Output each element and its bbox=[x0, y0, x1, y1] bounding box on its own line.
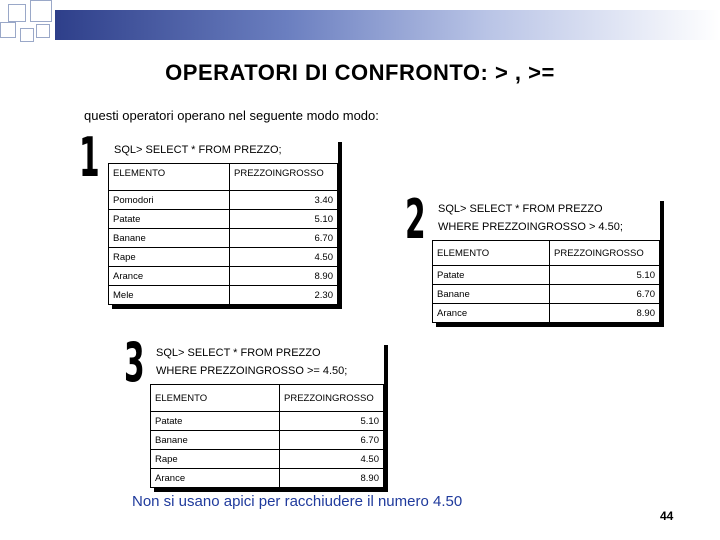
table-row: Banane 6.70 bbox=[109, 229, 338, 248]
sql-query-1: SQL> SELECT * FROM PREZZO; bbox=[114, 144, 282, 156]
column-header-prezzoingrosso: PREZZOINGROSSO bbox=[280, 385, 384, 412]
column-header-prezzoingrosso: PREZZOINGROSSO bbox=[550, 241, 660, 266]
table-row: Arance 8.90 bbox=[109, 267, 338, 286]
sql-query-box-2 bbox=[432, 197, 660, 241]
table-row: Rape 4.50 bbox=[109, 248, 338, 267]
example-number-2: 2 bbox=[405, 188, 426, 251]
table-header-row bbox=[151, 385, 384, 412]
result-table-3 bbox=[150, 384, 384, 488]
result-table-1 bbox=[108, 163, 338, 305]
table-row: Patate 5.10 bbox=[109, 210, 338, 229]
sql-query-2-line2: WHERE PREZZOINGROSSO > 4.50; bbox=[438, 221, 623, 233]
slide-subtitle: questi operatori operano nel seguente modo modo: bbox=[84, 108, 379, 123]
slide-title: OPERATORI DI CONFRONTO: > , >= bbox=[165, 60, 555, 85]
footnote: Non si usano apici per racchiudere il numero 4.50 bbox=[132, 493, 463, 510]
page-number: 44 bbox=[660, 509, 674, 523]
sql-query-3-line1: SQL> SELECT * FROM PREZZO bbox=[156, 347, 321, 359]
sql-query-3-line2: WHERE PREZZOINGROSSO >= 4.50; bbox=[156, 365, 348, 377]
table-row: Pomodori 3.40 bbox=[109, 191, 338, 210]
example-number-1: 1 bbox=[79, 126, 100, 189]
table-header-row bbox=[109, 164, 338, 183]
table-row: Arance 8.90 bbox=[151, 469, 384, 488]
table-row: Mele 2.30 bbox=[109, 286, 338, 305]
table-row: Patate 5.10 bbox=[433, 266, 660, 285]
column-header-elemento: ELEMENTO bbox=[433, 241, 550, 266]
column-header-elemento: ELEMENTO bbox=[109, 164, 230, 183]
table-header-row bbox=[433, 241, 660, 266]
sql-query-box-3 bbox=[150, 341, 384, 385]
example-number-3: 3 bbox=[124, 331, 145, 394]
column-header-prezzoingrosso: PREZZOINGROSSO bbox=[230, 164, 338, 183]
header-gradient-band bbox=[55, 10, 720, 40]
column-header-elemento: ELEMENTO bbox=[151, 385, 280, 412]
table-row: Arance 8.90 bbox=[433, 304, 660, 323]
table-row: Banane 6.70 bbox=[151, 431, 384, 450]
table-row: Rape 4.50 bbox=[151, 450, 384, 469]
sql-query-box-1 bbox=[108, 138, 338, 164]
result-table-2 bbox=[432, 240, 660, 323]
table-row: Banane 6.70 bbox=[433, 285, 660, 304]
sql-query-2-line1: SQL> SELECT * FROM PREZZO bbox=[438, 203, 603, 215]
table-row: Patate 5.10 bbox=[151, 412, 384, 431]
